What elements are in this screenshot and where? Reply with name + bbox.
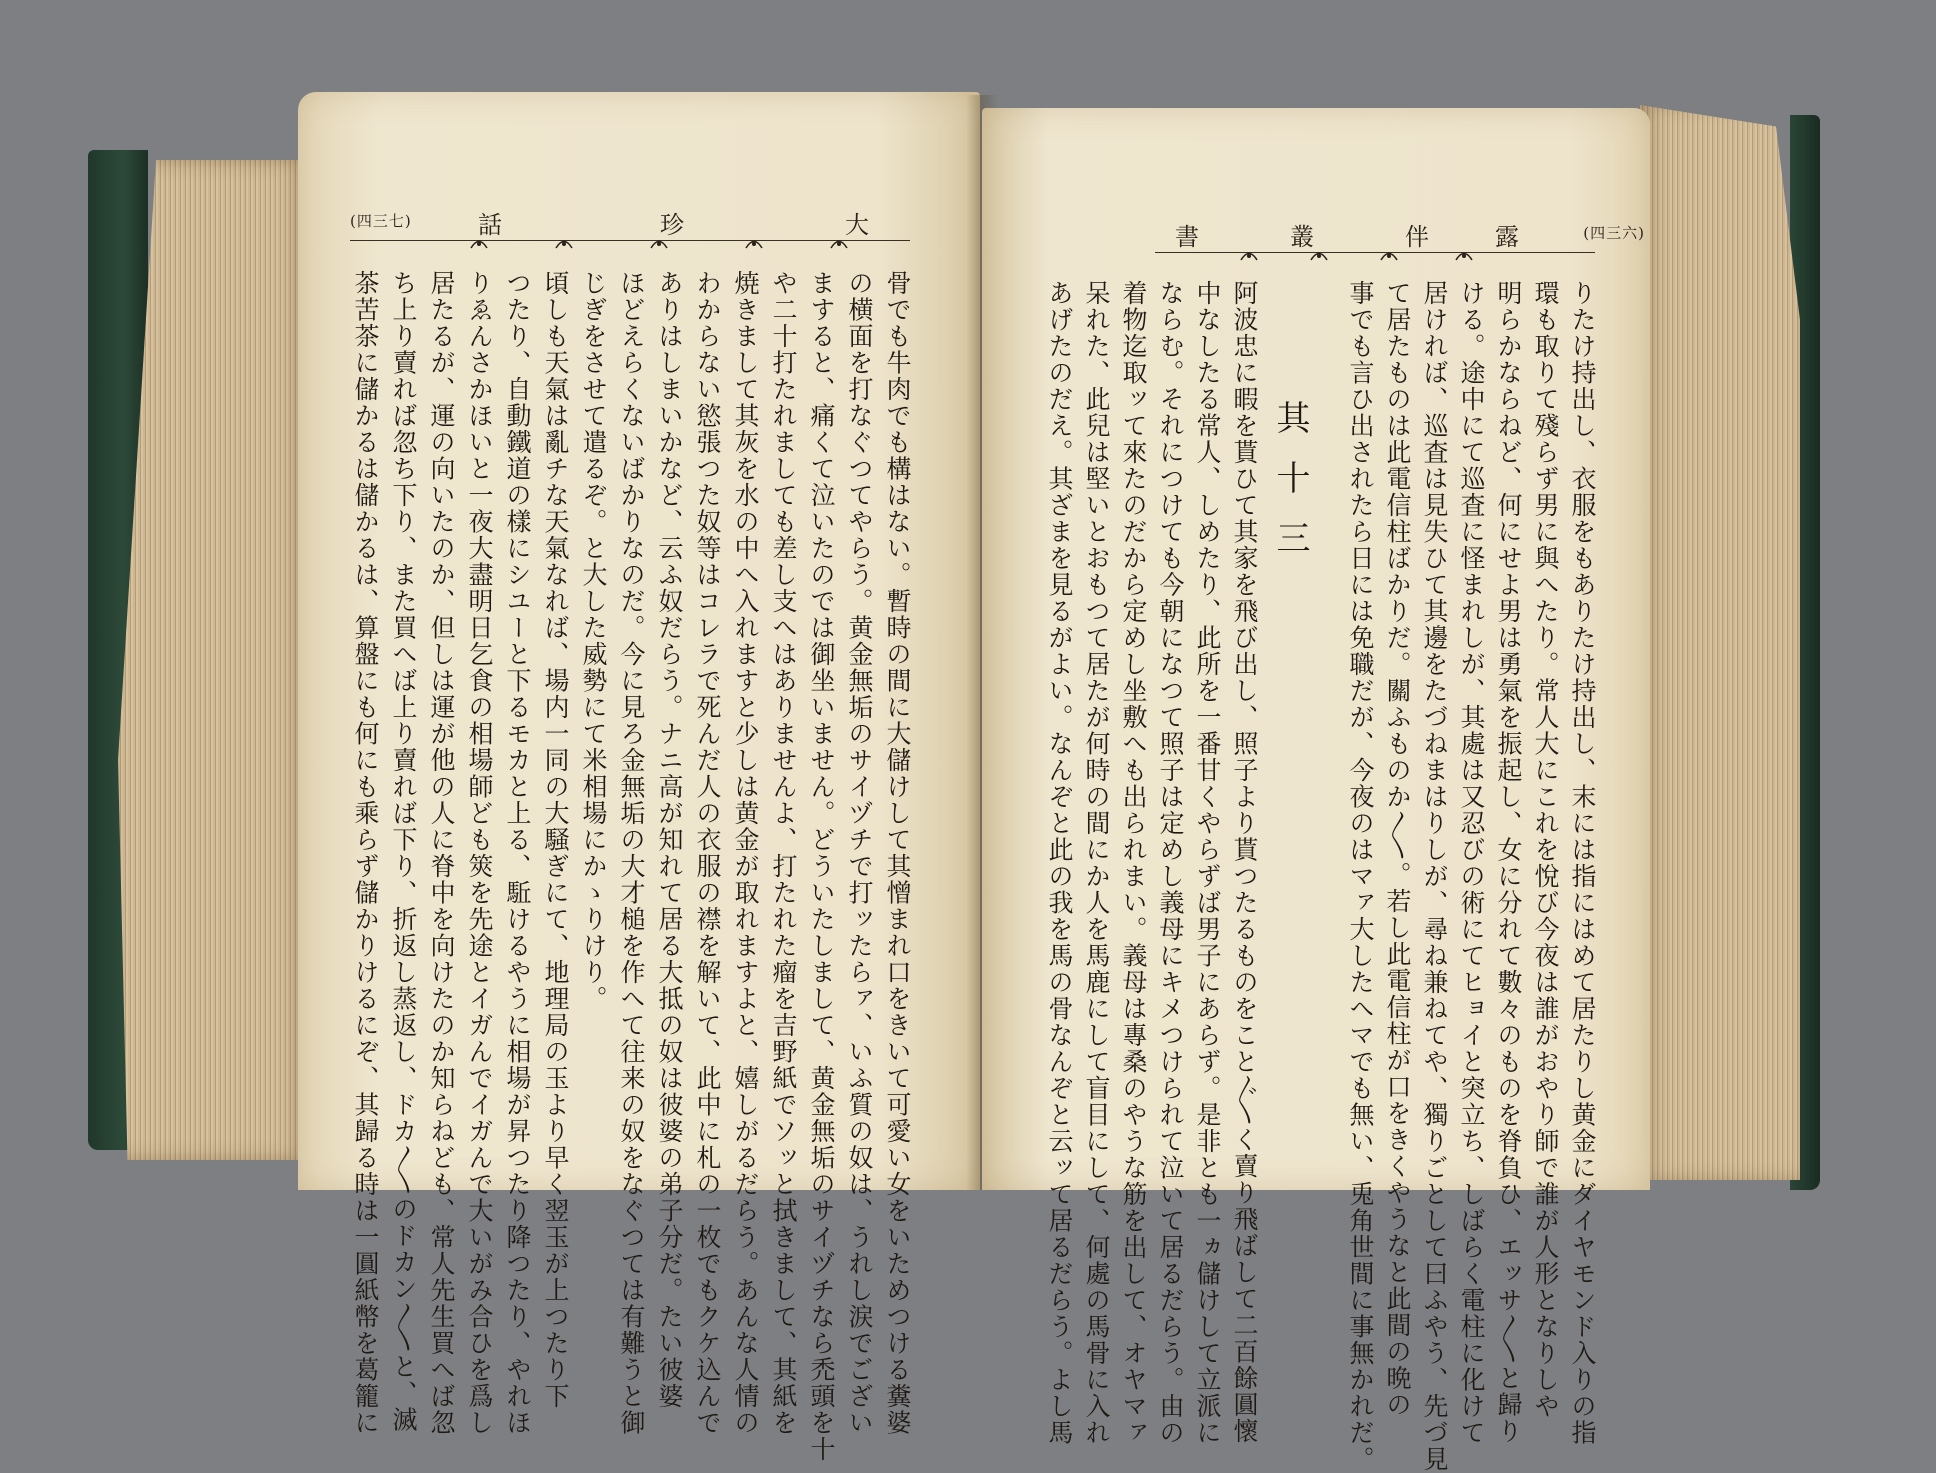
text-column: つたり、自動鐵道の樣にシユーと下るモカと上る、駈けるやうに相場が昇つたり降つたり、やれほ — [503, 270, 532, 1436]
text-column: て居たものは此電信柱ばかりだ。關ふものか〳〵。若し此電信柱が口をきくやうなと此間の晩の — [1383, 280, 1412, 1418]
text-column: ならむ。それにつけても今朝になつて照子は定めし義母にキメつけられて泣いて居るだらう。由の — [1156, 280, 1185, 1446]
header-ornament — [1240, 247, 1258, 261]
chapter-heading: 其十三 — [1270, 400, 1310, 580]
text-column: 中なしたる常人、しめたり、此所を一番甘くやらずば男子にあらず。是非とも一ヵ儲けして立派に — [1193, 280, 1222, 1446]
text-column: 居たるが、運の向いたのか、但しは運が他の人に脊中を向けたのか知らねども、常人先生買へば忽 — [427, 270, 456, 1436]
text-column: の横面を打なぐつてやらう。黄金無垢のサイヅチで打ッたらァ、いふ質の奴は、うれし涙でござい — [845, 270, 874, 1436]
text-column: 居ければ、巡査は見失ひて其邊をたづねまはりしが、尋ね兼ねてや、獨りごとして曰ふやう、先づ見 — [1420, 280, 1449, 1473]
text-column: 環も取りて殘らず男に與へたり。常人大にこれを悅び今夜は誰がおやり師で誰が人形となりしや — [1531, 280, 1560, 1420]
text-column: りたけ持出し、衣服をもありたけ持出し、末には指にはめて居たりし黄金にダイヤモンド入りの指 — [1568, 280, 1597, 1446]
running-title-char: 露 — [1495, 223, 1519, 251]
page-edges-right — [1640, 105, 1800, 1180]
running-title-char: 叢 — [1290, 223, 1314, 251]
header-ornament — [650, 235, 668, 249]
header-ornament — [830, 235, 848, 249]
text-column: ち上り賣れば忽ち下り、また買へば上り賣れば下り、折返し蒸返し、ドカ〳〵のドカン〳〵と、滅 — [389, 270, 418, 1433]
running-title-char: 珍 — [660, 211, 684, 239]
text-column: わからない慾張つた奴等はコレラで死んだ人の衣服の襟を解いて、此中に札の一枚でもクケ込んで — [693, 270, 722, 1436]
text-column: 骨でも牛肉でも構はない。暫時の間に大儲けして其憎まれ口をきいて可愛い女をいためつける糞婆 — [883, 270, 912, 1436]
left-page-header — [350, 200, 910, 241]
left-page-text — [350, 270, 912, 1463]
text-column: や二十打たれましても差し支へはありませんよ、打たれた瘤を吉野紙でソッと拭きまして、其紙を — [769, 270, 798, 1436]
running-title-char: 書 — [1175, 223, 1199, 251]
running-title-char: 話 — [478, 211, 502, 239]
header-ornament — [1455, 247, 1473, 261]
text-column: 焼きまして其灰を水の中へ入れますと少しは黄金が取れますよと、嬉しがるだらう。あんな人情の — [731, 270, 760, 1436]
text-column: ほどえらくないばかりなのだ。今に見ろ金無垢の大才槌を作へて往来の奴をなぐつては有難うと御 — [617, 270, 646, 1436]
text-column: 事でも言ひ出されたら日には免職だが、今夜のはマァ大したへマでも無い、兎角世間に事無かれだ。 — [1346, 280, 1375, 1473]
header-ornament — [470, 235, 488, 249]
running-title-char: 伴 — [1405, 223, 1429, 251]
header-ornament — [1310, 247, 1328, 261]
text-column: じぎをさせて遣るぞ。と大した威勢にて米相場にかゝりけり。 — [579, 270, 608, 1012]
text-column: りゑんさかほいと一夜大盡明日乞食の相場師ども筴を先途とイガんでイガんで大いがみ合ひを爲し — [465, 270, 494, 1436]
text-column: あげたのだえ。其ざまを見るがよい。なんぞと此の我を馬の骨なんぞと云ッて居るだらう。よし馬 — [1045, 280, 1074, 1446]
text-column: 着物迄取ッて來たのだから定めし坐敷へも出られまい。義母は專桑のやうな筋を出して、オヤマァ — [1119, 280, 1148, 1446]
text-column: 明らかならねど、何にせよ男は勇氣を振起し、女に分れて數々のものを脊負ひ、エッサ〳〵と歸り — [1494, 280, 1523, 1445]
text-column: ありはしまいかなど、云ふ奴だらう。ナニ高が知れて居る大抵の奴は彼婆の弟子分だ。たい彼婆 — [655, 270, 684, 1410]
right-page-text — [1030, 280, 1597, 1473]
header-ornament — [745, 235, 763, 249]
right-page-header — [1155, 212, 1645, 253]
page-number: (四三七) — [350, 212, 412, 230]
text-column: 頃しも天氣は亂チな天氣なれば、場内一同の大騒ぎにて、地理局の玉より早く翌玉が上つたり下 — [541, 270, 570, 1410]
text-column: ますると、痛くて泣いたのでは御坐いません。どういたしまして、黄金無垢のサイヅチなら禿頭を十 — [807, 270, 836, 1463]
running-title-char: 大 — [845, 211, 869, 239]
text-column: 呆れた、此兒は堅いとおもつて居たが何時の間にか人を馬鹿にして盲目にして、何處の馬骨に入れ — [1082, 280, 1111, 1446]
header-ornament — [1380, 247, 1398, 261]
text-column: 茶苦茶に儲かるは儲かるは、算盤にも何にも乘らず儲かりけるにぞ、其歸る時は一圓紙幣を葛籠に — [351, 270, 380, 1436]
page-number: (四三六) — [1583, 224, 1645, 242]
text-column: ける。途中にて巡査に怪まれしが、其處は又忍びの術にてヒョイと突立ち、しばらく電柱に化けて — [1457, 280, 1486, 1446]
header-ornament — [555, 235, 573, 249]
page-edges-left — [118, 160, 308, 1160]
text-column: 阿波忠に暇を貰ひて其家を飛び出し、照子より貰つたるものをこと〴〵く賣り飛ばして二百餘圓懷 — [1230, 280, 1259, 1445]
